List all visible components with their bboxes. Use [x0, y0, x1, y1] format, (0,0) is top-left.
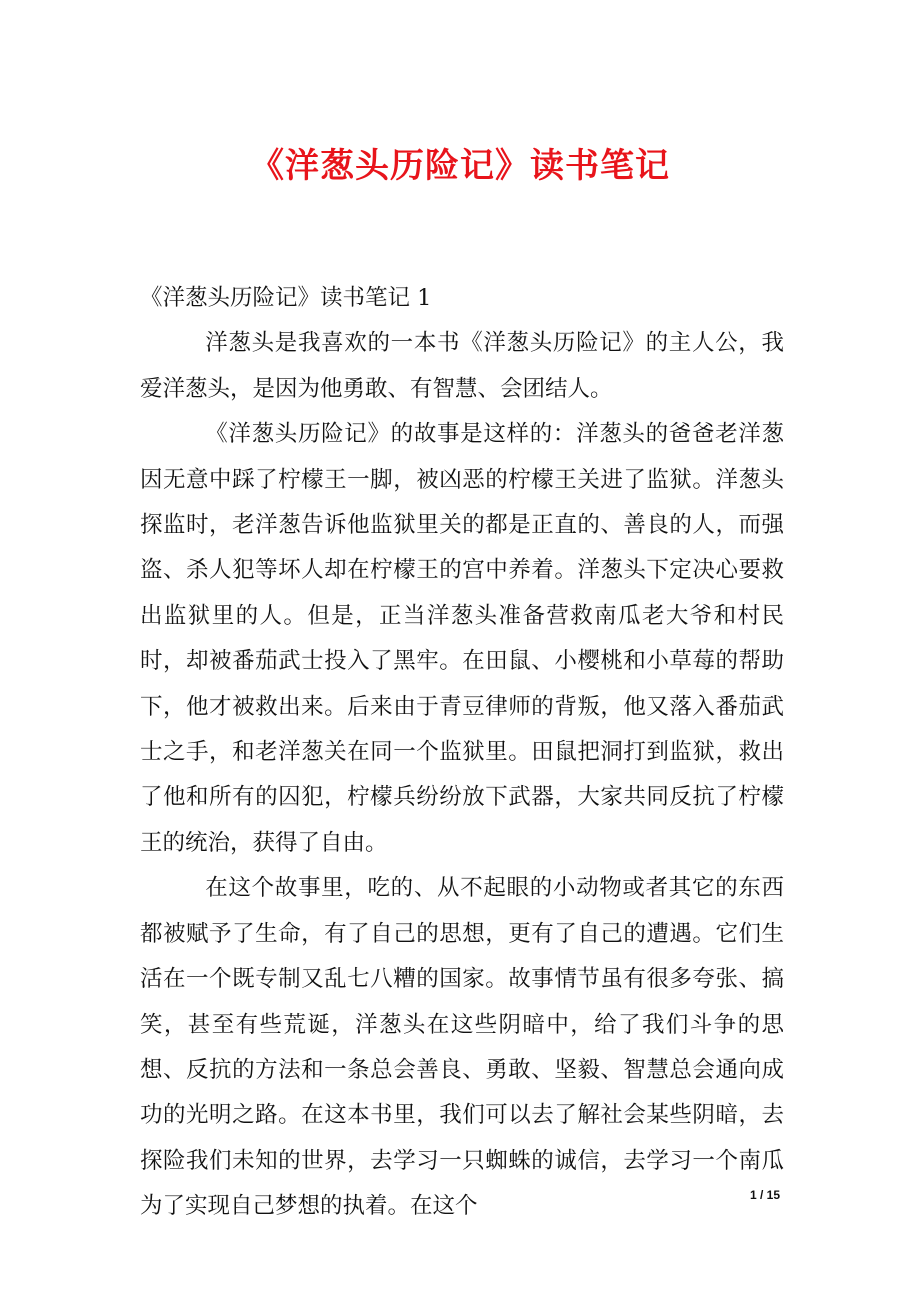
section-heading: 《洋葱头历险记》读书笔记 1 — [140, 285, 432, 311]
document-body — [140, 276, 784, 1230]
document-title: 《洋葱头历险记》读书笔记 — [250, 146, 670, 186]
paragraph: 洋葱头是我喜欢的一本书《洋葱头历险记》的主人公，我爱洋葱头，是因为他勇敢、有智慧、会团结人。 — [140, 330, 784, 402]
paragraph: 在这个故事里，吃的、从不起眼的小动物或者其它的东西都被赋予了生命，有了自己的思想，更有了自己的遭遇。它们生活在一个既专制又乱七八糟的国家。故事情节虽有很多夸张、搞笑，甚至有些荒诞，洋葱头在这些阴暗中，给了我们斗争的思想、反抗的方法和一条总会善良、勇敢、坚毅、智慧总会通向成功的光明之路。在这本书里，我们可以去了解社会某些阴暗，去探险我们未知的世界，去学习一只蜘蛛的诚信，去学习一个南瓜为了实现自己梦想的执着。在这个 — [140, 875, 784, 1220]
paragraph: 《洋葱头历险记》的故事是这样的：洋葱头的爸爸老洋葱因无意中踩了柠檬王一脚，被凶恶的柠檬王关进了监狱。洋葱头探监时，老洋葱告诉他监狱里关的都是正直的、善良的人，而强盗、杀人犯等坏人却在柠檬王的宫中养着。洋葱头下定决心要救出监狱里的人。但是，正当洋葱头准备营救南瓜老大爷和村民时，却被番茄武士投入了黑牢。在田鼠、小樱桃和小草莓的帮助下，他才被救出来。后来由于青豆律师的背叛，他又落入番茄武士之手，和老洋葱关在同一个监狱里。田鼠把洞打到监狱，救出了他和所有的囚犯，柠檬兵纷纷放下武器，大家共同反抗了柠檬王的统治，获得了自由。 — [140, 421, 784, 856]
page-number: 1 / 15 — [749, 1188, 780, 1202]
